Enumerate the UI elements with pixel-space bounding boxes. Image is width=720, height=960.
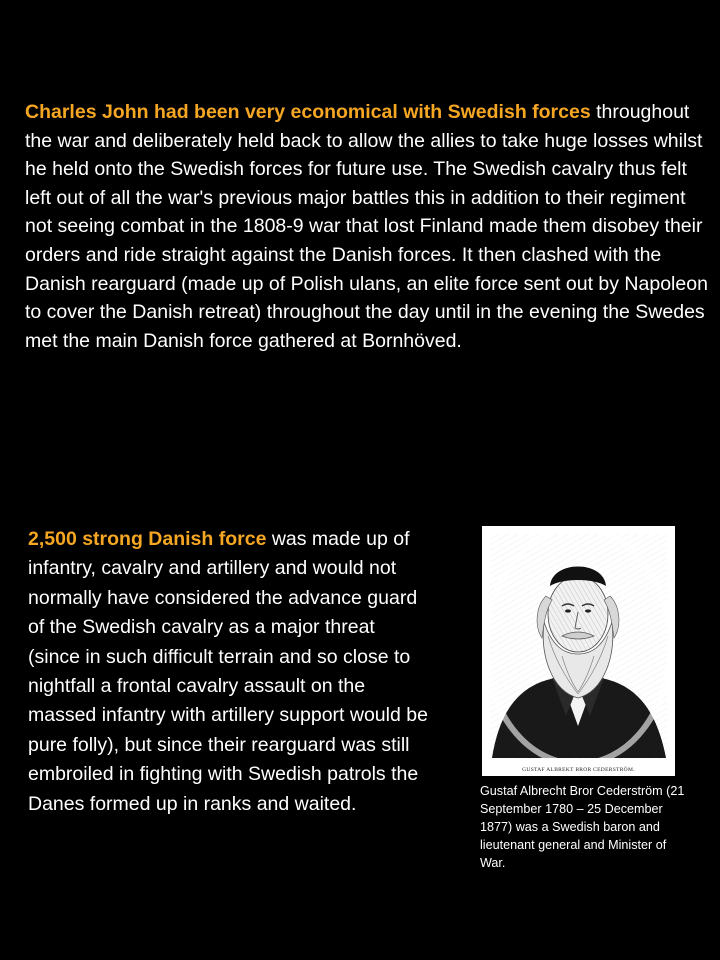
intro-body-text: throughout the war and deliberately held back to allow the allies to take huge losses whilst he held onto the Swedish forces for future use. The Swedish cavalry thus felt left out of all the war's previous major battles this in addition to their regiment not seeing combat in the 1808-9 war that lost Finland made them disobey their orders and ride straight against the Danish forces. It then clashed with the Danish rearguard (made up of Polish ulans, an elite force sent out by Napoleon to cover the Danish retreat) throughout the day until in the evening the Swedes met the main Danish force gathered at Bornhöved.	[25, 101, 708, 352]
portrait-inscription: GUSTAF ALBREKT BROR CEDERSTRÖM.	[522, 767, 635, 773]
portrait-caption: Gustaf Albrecht Bror Cederström (21 September 1780 – 25 December 1877) was a Swedish baron and lieutenant general and Minister of War.	[480, 784, 685, 870]
danish-force-highlight: 2,500 strong Danish force	[28, 528, 267, 550]
danish-force-paragraph	[28, 525, 428, 819]
intro-highlight: Charles John had been very economical with Swedish forces	[25, 101, 591, 123]
portrait-engraving	[482, 526, 675, 776]
portrait-illustration	[482, 526, 675, 766]
intro-paragraph	[25, 98, 710, 355]
danish-force-body-text: was made up of infantry, cavalry and artillery and would not normally have considered the advance guard of the Swedish cavalry as a major threat (since in such difficult terrain and so close to nightfall a frontal cavalry assault on the massed infantry with artillery support would be pure folly), but since their rearguard was still embroiled in fighting with Swedish patrols the Danes formed up in ranks and waited.	[28, 528, 428, 815]
